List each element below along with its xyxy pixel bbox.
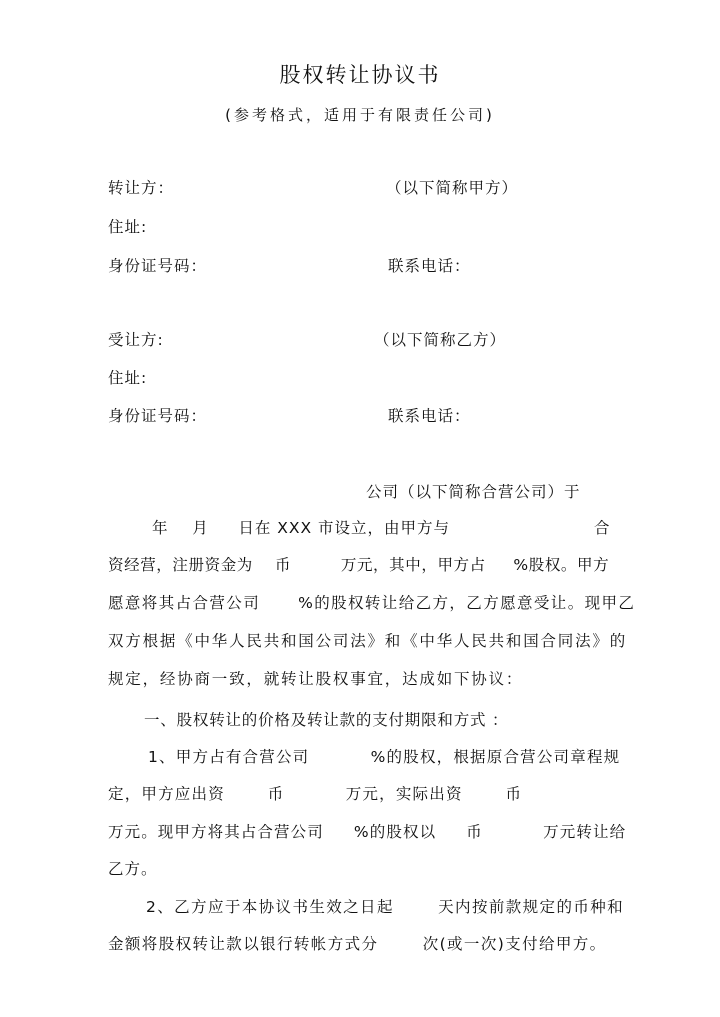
- preamble-line: 资经营，注册资金为 币 万元，其中，甲方占 %股权。甲方: [108, 556, 610, 574]
- clause-line: 2、乙方应于本协议书生效之日起 天内按前款规定的币种和: [146, 898, 625, 916]
- section-heading: 一、股权转让的价格及转让款的支付期限和方式 ：: [144, 711, 509, 729]
- transferee-phone-label: 联系电话：: [388, 407, 471, 425]
- transferee-id-label: 身份证号码：: [108, 407, 208, 425]
- preamble-line: 公司（以下简称合营公司）于: [366, 483, 581, 501]
- clause-line: 1、甲方占有合营公司 %的股权，根据原合营公司章程规: [148, 748, 621, 766]
- preamble-line: 规定，经协商一致，就转让股权事宜，达成如下协议：: [108, 670, 524, 688]
- preamble-line: 合: [594, 519, 611, 537]
- preamble-line: 年 月 日在 XXX 市设立，由甲方与: [152, 519, 451, 537]
- transferee-alias: （以下简称乙方）: [374, 331, 507, 349]
- transferor-alias: （以下简称甲方）: [386, 179, 519, 197]
- clause-line: 金额将股权转让款以银行转帐方式分 次(或一次)支付给甲方。: [108, 935, 607, 953]
- preamble-line: 双方根据《中华人民共和国公司法》和《中华人民共和国合同法》的: [108, 632, 628, 650]
- preamble-line: 愿意将其占合营公司 %的股权转让给乙方，乙方愿意受让。现甲乙: [108, 594, 636, 612]
- document-title: 股权转让协议书: [279, 63, 441, 87]
- clause-line: 乙方。: [108, 860, 158, 878]
- transferor-id-label: 身份证号码：: [108, 257, 208, 275]
- transferee-address-label: 住址:: [108, 369, 148, 387]
- transferor-phone-label: 联系电话：: [388, 257, 471, 275]
- transferee-label: 受让方:: [108, 331, 164, 349]
- transferor-label: 转让方：: [108, 179, 175, 197]
- transferor-address-label: 住址:: [108, 218, 148, 236]
- clause-line: 定，甲方应出资 币 万元，实际出资 币: [108, 785, 523, 803]
- document-subtitle: (参考格式，适用于有限责任公司): [225, 106, 495, 124]
- clause-line: 万元。现甲方将其占合营公司 %的股权以 币 万元转让给: [108, 823, 627, 841]
